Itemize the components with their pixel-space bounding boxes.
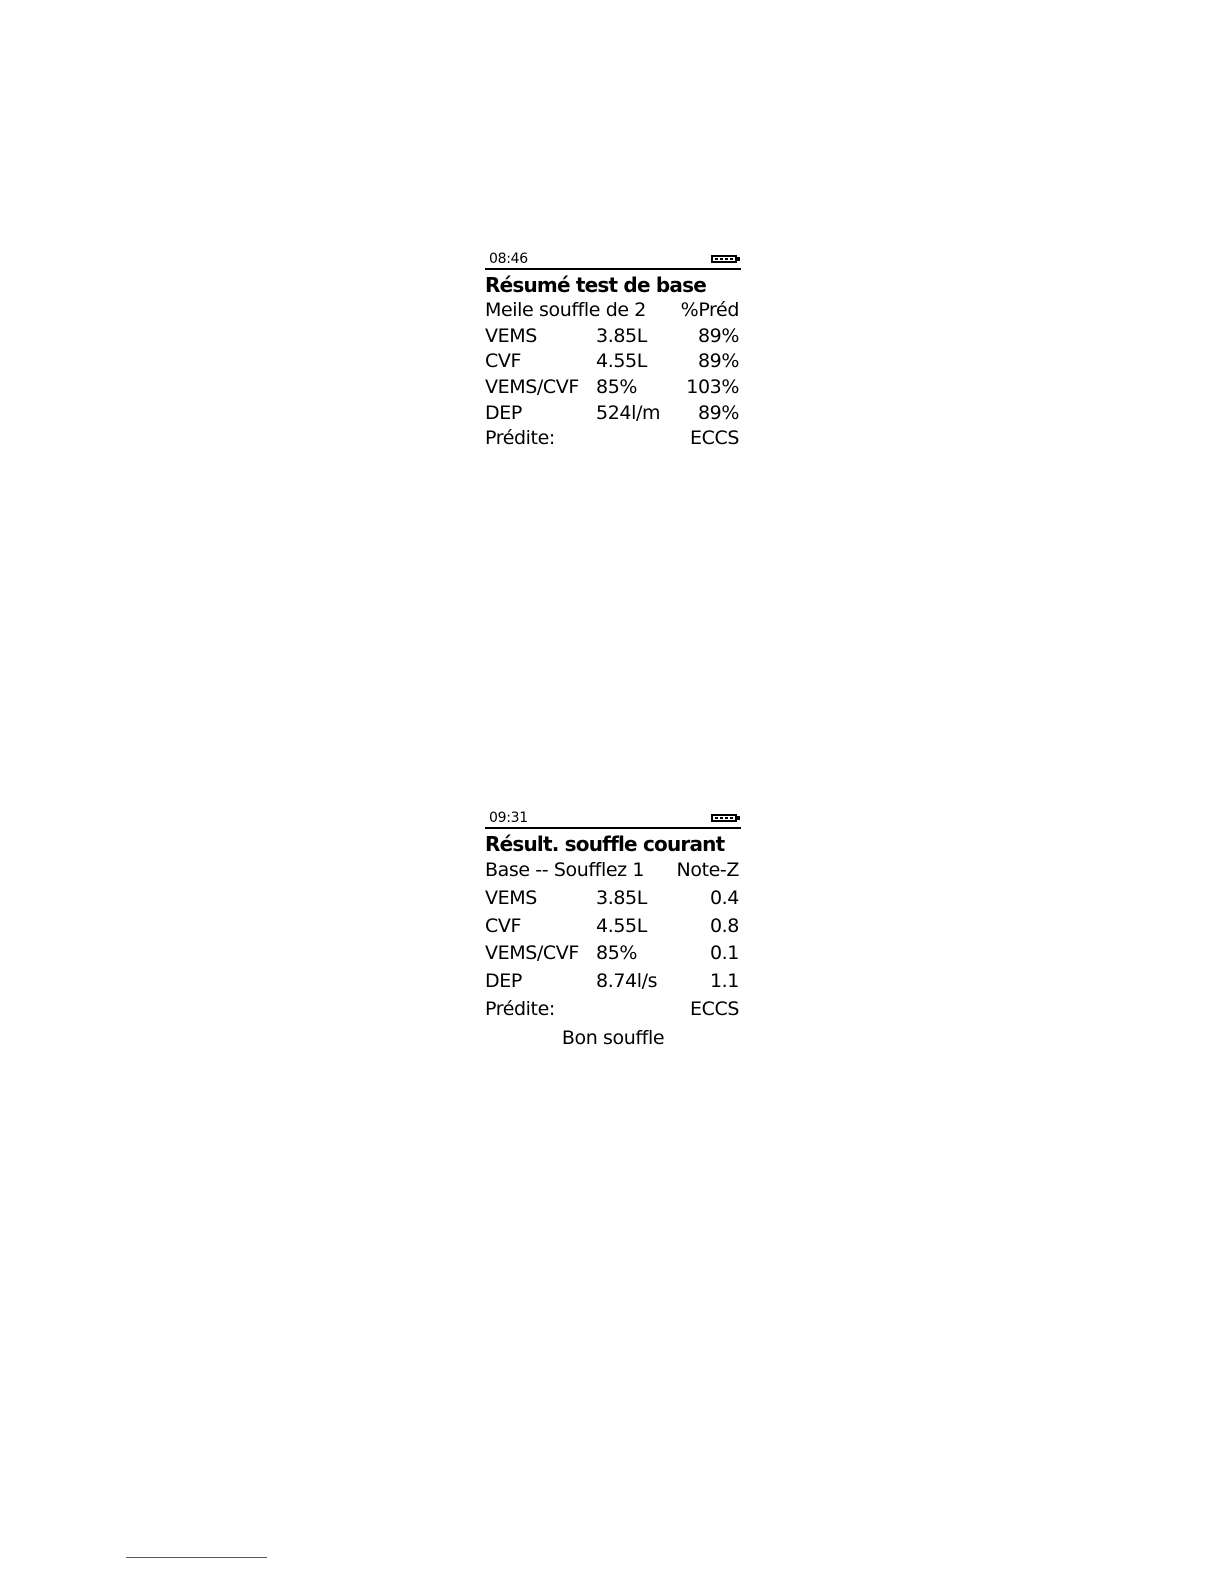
status-bar <box>485 250 741 270</box>
predicted-value: ECCS <box>690 427 739 450</box>
clock: 09:31 <box>489 810 528 826</box>
screen-title: Résult. souffle courant <box>485 832 725 856</box>
row-label: CVF <box>485 350 521 373</box>
header-right: %Préd <box>680 299 739 321</box>
row-value: 524l/m <box>596 401 661 424</box>
row-percent: 89% <box>697 401 739 424</box>
current-blow-result-screen <box>485 809 741 1052</box>
row-value: 3.85L <box>596 886 647 909</box>
row-label: VEMS <box>485 886 537 909</box>
row-zscore: 1.1 <box>709 970 739 993</box>
row-value: 3.85L <box>596 324 647 347</box>
predicted-value: ECCS <box>690 997 739 1020</box>
row-zscore: 0.1 <box>709 942 739 965</box>
header-row <box>485 298 741 324</box>
status-bar <box>485 809 741 829</box>
row-zscore: 0.4 <box>709 886 739 909</box>
battery-full-icon <box>711 255 737 263</box>
predicted-label: Prédite: <box>485 427 555 450</box>
result-row <box>485 349 741 375</box>
row-percent: 89% <box>697 350 739 373</box>
header-right: Note-Z <box>676 859 739 881</box>
predicted-row <box>485 996 741 1024</box>
row-value: 85% <box>596 942 638 965</box>
row-label: VEMS/CVF <box>485 376 579 399</box>
row-value: 4.55L <box>596 350 647 373</box>
result-row <box>485 401 741 427</box>
result-row <box>485 375 741 401</box>
header-left: Base -- Soufflez 1 <box>485 859 645 881</box>
header-left: Meile souffle de 2 <box>485 299 646 321</box>
row-percent: 89% <box>697 324 739 347</box>
header-row <box>485 857 741 885</box>
row-value: 85% <box>596 376 638 399</box>
status-message: Bon souffle <box>561 1026 665 1049</box>
row-zscore: 0.8 <box>709 914 739 937</box>
row-percent: 103% <box>686 376 739 399</box>
predicted-label: Prédite: <box>485 997 555 1020</box>
row-label: DEP <box>485 401 522 424</box>
row-label: VEMS <box>485 324 537 347</box>
footnote-separator <box>126 1557 267 1558</box>
row-value: 4.55L <box>596 914 647 937</box>
battery-full-icon <box>711 814 737 822</box>
result-row <box>485 940 741 968</box>
baseline-summary-screen <box>485 250 741 452</box>
result-row <box>485 324 741 350</box>
row-label: CVF <box>485 914 521 937</box>
result-row <box>485 968 741 996</box>
row-value: 8.74l/s <box>596 970 658 993</box>
row-label: VEMS/CVF <box>485 942 579 965</box>
screen-title: Résumé test de base <box>485 273 706 297</box>
result-row <box>485 913 741 941</box>
clock: 08:46 <box>489 251 528 267</box>
result-row <box>485 885 741 913</box>
row-label: DEP <box>485 970 522 993</box>
predicted-row <box>485 426 741 452</box>
